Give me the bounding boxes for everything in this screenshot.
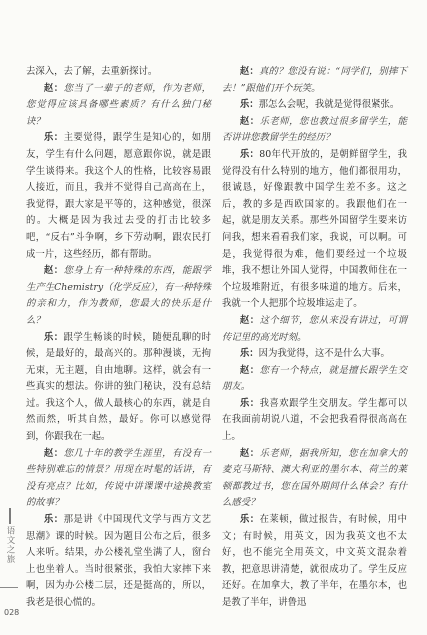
paragraph-text: 这个细节，您从来没有讲过，可谓传记里的高光时刻。 (222, 314, 407, 343)
paragraph-text: 您当了一辈子的老师，作为老师，您觉得应该具备哪些素质？有什么独门秘诀？ (26, 82, 211, 127)
answer-paragraph (26, 330, 211, 446)
left-column (26, 64, 211, 612)
speaker-label: 乐： (239, 348, 259, 360)
speaker-label: 赵： (43, 447, 64, 459)
speaker-label: 乐： (239, 397, 260, 409)
question-paragraph (222, 114, 407, 147)
paragraph: 去深入，去了解，去重新探讨。 (26, 66, 158, 77)
question-paragraph (26, 446, 211, 512)
answer-paragraph (222, 512, 407, 612)
speaker-label: 赵： (239, 115, 260, 127)
paragraph-text: 那是讲《中国现代文学与西方文艺思潮》课的时候。因为题目公布之后，很多人来听。结果，办公楼礼堂坐满了人，窗台上也坐着人。当时很紧张，我怕大家摔下来啊，因为办公楼二层，还是挺高的，所以，我老是很心慌的。 (26, 514, 211, 608)
answer-paragraph (222, 147, 407, 313)
speaker-label: 赵： (239, 364, 260, 376)
paragraph-text: 乐老师，您也教过很多留学生，能否讲讲您教留学生的经历？ (222, 115, 407, 144)
paragraph-text: 我喜欢跟学生交朋友。学生都可以在我面前胡说八道，不会把我看得很高高在上。 (222, 397, 407, 443)
answer-paragraph (222, 346, 407, 363)
answer-paragraph (222, 97, 407, 114)
paragraph-text: 因为我觉得，这不是什么大事。 (258, 348, 390, 360)
paragraph-text: 乐老师，据我所知，您在加拿大的麦克马斯特、澳大利亚的墨尔本、荷兰的莱顿都教过书，您在国外期间什么体会？有什么感受？ (222, 447, 407, 509)
paragraph-text: 跟学生畅谈的时候，随便乱聊的时候，是最好的，最高兴的。那种漫谈，无拘无束，无主题，自由地聊。这样，就会有一些真实的想法。你讲的独门秘诀，没有总结过。我这个人，做人最核心的东西，就是自然而然，听其自然，最好。你可以感觉得到，你跟我在一起。 (26, 331, 211, 443)
section-label: 语文之旅 (5, 526, 15, 564)
section-tab (2, 508, 18, 564)
speaker-label: 乐： (239, 514, 260, 526)
speaker-label: 乐： (239, 99, 259, 111)
answer-paragraph (26, 512, 211, 612)
page-number: 028 (4, 608, 20, 617)
speaker-label: 赵： (43, 82, 64, 94)
paragraph-text: 您有一个特点，就是擅长跟学生交朋友。 (222, 364, 407, 393)
paragraph-text: 在莱顿，做过报告，有时候，用中文；有时候，用英文，因为我英文也不太好，也不能完全用英文，中文英文混杂着教，把意思讲清楚，就很成功了。学生反应还好。在加拿大，教了半年，在墨尔本，也是教了半年，讲鲁迅 (222, 514, 407, 608)
section-tab-bar (9, 508, 11, 524)
question-paragraph (222, 446, 407, 512)
speaker-label: 乐： (239, 148, 260, 160)
answer-paragraph (26, 130, 211, 263)
paragraph-text: 那怎么会呢，我就是觉得很紧张。 (258, 99, 400, 111)
paragraph-text: 主要觉得，跟学生是知心的，如朋友，学生有什么问题，愿意跟你说，就是跟学生谈得来。我这个人的性格，比较容易跟人接近，而且，我并不觉得自己高高在上，我觉得，跟大家是平等的，这种感觉，很深的。大概是因为我过去受的打击比较多吧，“反右”斗争啊，乡下劳动啊，跟农民打成一片，这些经历，都有帮助。 (26, 132, 211, 260)
speaker-label: 赵： (239, 447, 260, 459)
speaker-label: 乐： (43, 514, 64, 526)
question-paragraph (26, 81, 211, 131)
paragraph-text: 您几十年的教学生涯里，有没有一些特别难忘的情景？用现在时髦的话讲，有没有亮点？比如，传说中讲课课中途换教室的故事？ (26, 447, 211, 509)
paragraph-text: 真的？您没有说：“同学们，别摔下去！”跟他们开个玩笑。 (222, 66, 407, 94)
speaker-label: 赵： (43, 265, 64, 277)
question-paragraph (26, 263, 211, 329)
speaker-label: 乐： (43, 331, 64, 343)
question-paragraph (222, 363, 407, 396)
answer-paragraph (222, 396, 407, 446)
page-number-rule (0, 587, 18, 588)
question-paragraph (222, 64, 407, 97)
right-column (222, 64, 407, 612)
question-paragraph (222, 313, 407, 346)
speaker-label: 乐： (43, 132, 64, 144)
paragraph-text: 您身上有一种特殊的东西，能跟学生产生Chemistry（化学反应），有一种特殊的亲和力，作为教师，您最大的快乐是什么？ (26, 265, 211, 326)
speaker-label: 赵： (239, 314, 260, 326)
speaker-label: 赵： (239, 66, 259, 77)
paragraph-text: 80年代开放的，是朝鲜留学生，我觉得没有什么特别的地方，他们都很用功，很诚恳，好像跟教中国学生差不多。这之后，教的多是西欧国家的。我跟他们在一起，就是朋友关系。那些外国留学生要来访问我，想来看看我们家，我说，可以啊。可是，我觉得很为难，他们要经过一个垃圾堆，我不想让外国人觉得，中国教师住在一个垃圾堆附近，有很多味道的地方。后来，我就一个人把那个垃圾堆运走了。 (222, 148, 407, 310)
